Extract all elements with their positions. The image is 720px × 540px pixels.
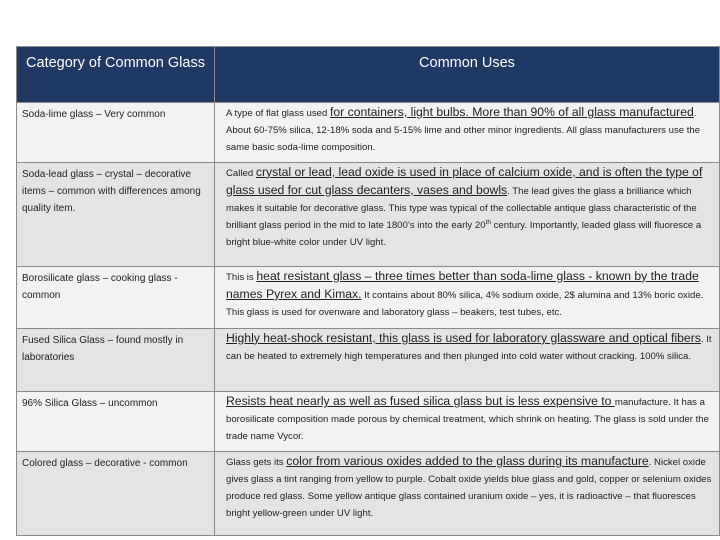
header-category: Category of Common Glass xyxy=(17,47,215,103)
uses-text: A type of flat glass used xyxy=(226,108,330,119)
uses-highlight: crystal or lead, lead oxide is used in place of calcium oxide, and is often the type of glass used for cut glass decanters, vases and bowls xyxy=(226,164,703,197)
category-cell: Borosilicate glass – cooking glass - common xyxy=(17,266,215,328)
uses-highlight: heat resistant glass – three times better than soda-lime glass - known by the trade names Pyrex and Kimax. xyxy=(226,268,699,301)
uses-text: . Nickel oxide gives glass a tint ranging from yellow to purple. Cobalt oxide yields blue glass and gold, copper or selenium oxides produce red glass. Some yellow antique glass contained uranium oxide – yes, it is radioactive – that fluoresces bright yellow-green under UV light. xyxy=(226,456,712,519)
table-row xyxy=(17,162,720,266)
uses-cell xyxy=(215,162,720,266)
category-cell: Fused Silica Glass – found mostly in laboratories xyxy=(17,328,215,391)
uses-text: . About 60-75% silica, 12-18% soda and 5-15% lime and other minor ingredients. All glass manufacturers use the same basic soda-lime composition. xyxy=(226,108,701,153)
uses-text: . It can be heated to extremely high temperatures and then plunged into cold water without cracking. 100% silica. xyxy=(226,333,712,362)
category-cell: Soda-lead glass – crystal – decorative items – common with differences among quality item. xyxy=(17,162,215,266)
uses-cell xyxy=(215,328,720,391)
table-row xyxy=(17,451,720,535)
header-row xyxy=(17,47,720,103)
uses-text: century. Importantly, leaded glass will fluoresce a bright blue-white color under UV light. xyxy=(226,219,702,248)
uses-text: Glass gets its xyxy=(226,456,287,468)
table-row xyxy=(17,266,720,328)
uses-highlight: Resists heat nearly as well as fused silica glass but is less expensive to xyxy=(226,394,615,408)
uses-cell xyxy=(215,266,720,328)
uses-text: Called xyxy=(226,167,256,179)
uses-cell xyxy=(215,103,720,163)
table-row xyxy=(17,328,720,391)
glass-types-table xyxy=(16,46,720,536)
uses-highlight: color from various oxides added to the glass during its manufacture xyxy=(286,453,649,468)
uses-text: This is xyxy=(226,271,257,283)
uses-highlight: for containers, light bulbs. More than 90% of all glass manufactured xyxy=(330,105,694,119)
header-uses: Common Uses xyxy=(215,47,720,103)
table-row xyxy=(17,392,720,452)
uses-text: manufacture. It has a borosilicate composition made porous by chemical treatment, which shrink on heating. The glass is sold under the trade name Vycor. xyxy=(226,397,709,442)
category-cell: Soda-lime glass – Very common xyxy=(17,103,215,163)
uses-cell xyxy=(215,451,720,535)
uses-superscript: th xyxy=(485,218,491,226)
table-row xyxy=(17,103,720,163)
uses-highlight: Highly heat-shock resistant, this glass is used for laboratory glassware and optical fibers xyxy=(226,330,701,345)
uses-text: . The lead gives the glass a brilliance which makes it suitable for decorative glass. This type was typical of the collectable antique glass characteristic of the brilliant glass period in the mid to late 1800’s into the early 20 xyxy=(226,185,697,231)
uses-cell xyxy=(215,392,720,452)
category-cell: Colored glass – decorative - common xyxy=(17,451,215,535)
uses-text: It contains about 80% silica, 4% sodium oxide, 2$ alumina and 13% boric oxide. This glass is used for ovenware and laboratory glass – beakers, test tubes, etc. xyxy=(226,289,704,318)
category-cell: 96% Silica Glass – uncommon xyxy=(17,392,215,452)
